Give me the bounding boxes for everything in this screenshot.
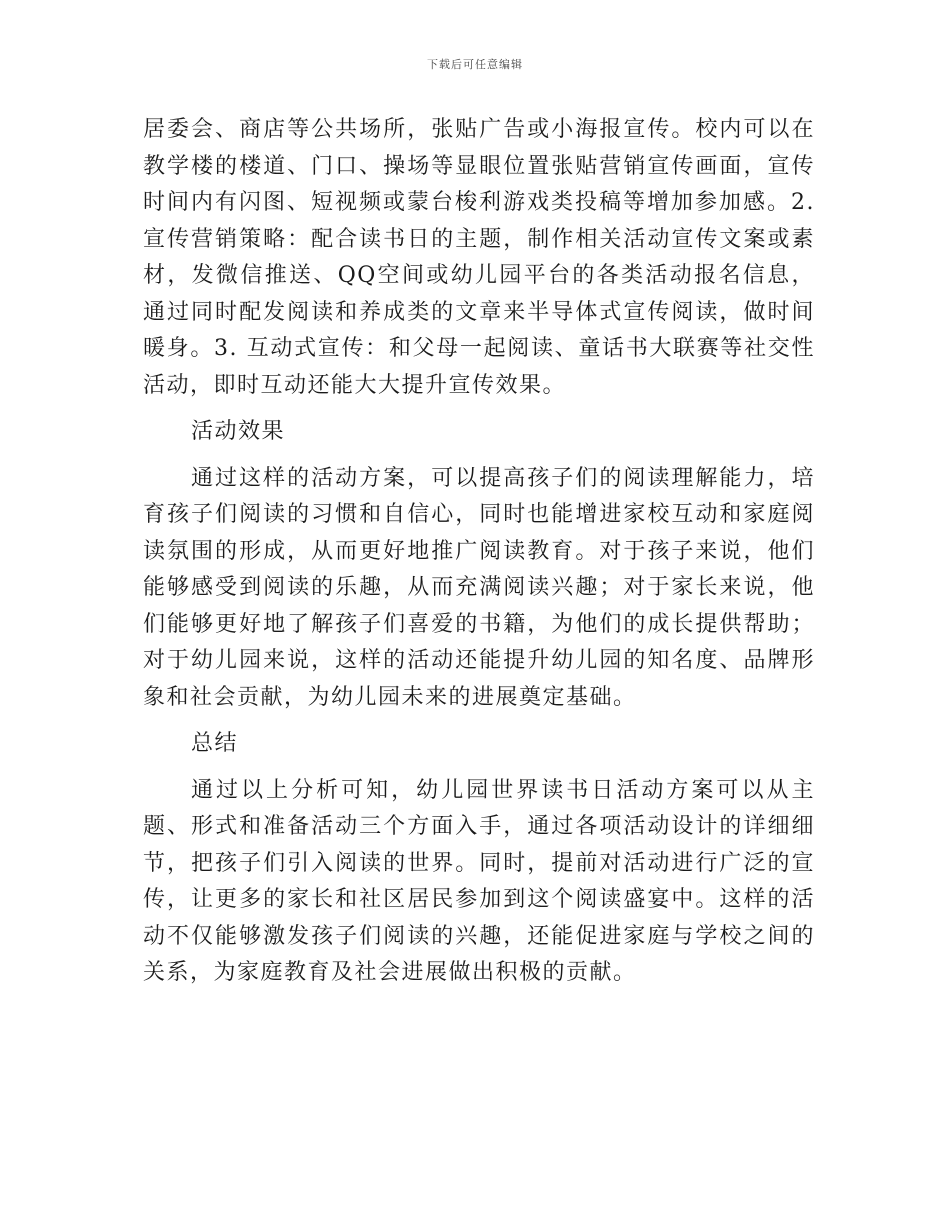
effect-heading: 活动效果 — [191, 419, 286, 444]
summary-heading: 总结 — [191, 731, 239, 756]
intro-paragraph: 居委会、商店等公共场所，张贴广告或小海报宣传。校内可以在教学楼的楼道、门口、操场等显眼位置张贴营销宣传画面，宣传时间内有闪图、短视频或蒙台梭利游戏类投稿等增加参加感。2. 宣传营销策略：配合读书日的主题，制作相关活动宣传文案或素材，发微信推送、QQ空间或幼儿园平台的各类活动报名信息，通过同时配发阅读和养成类的文章来半导体式宣传阅读，做时间暖身。3. 互动式宣传：和父母一起阅读、童话书大联赛等社交性活动，即时互动还能大大提升宣传效果。 — [143, 117, 815, 398]
effect-paragraph: 通过这样的活动方案，可以提高孩子们的阅读理解能力，培育孩子们阅读的习惯和自信心，同时也能增进家校互动和家庭阅读氛围的形成，从而更好地推广阅读教育。对于孩子来说，他们能够感受到阅读的乐趣，从而充满阅读兴趣；对于家长来说，他们能够更好地了解孩子们喜爱的书籍，为他们的成长提供帮助；对于幼儿园来说，这样的活动还能提升幼儿园的知名度、品牌形象和社会贡献，为幼儿园未来的进展奠定基础。 — [143, 465, 815, 710]
document-body — [143, 112, 815, 992]
summary-paragraph: 通过以上分析可知，幼儿园世界读书日活动方案可以从主题、形式和准备活动三个方面入手，通过各项活动设计的详细细节，把孩子们引入阅读的世界。同时，提前对活动进行广泛的宣传，让更多的家长和社区居民参加到这个阅读盛宴中。这样的活动不仅能够激发孩子们阅读的兴趣，还能促进家庭与学校之间的关系，为家庭教育及社会进展做出积极的贡献。 — [143, 777, 815, 985]
page-header: 下载后可任意编辑 — [427, 58, 523, 71]
